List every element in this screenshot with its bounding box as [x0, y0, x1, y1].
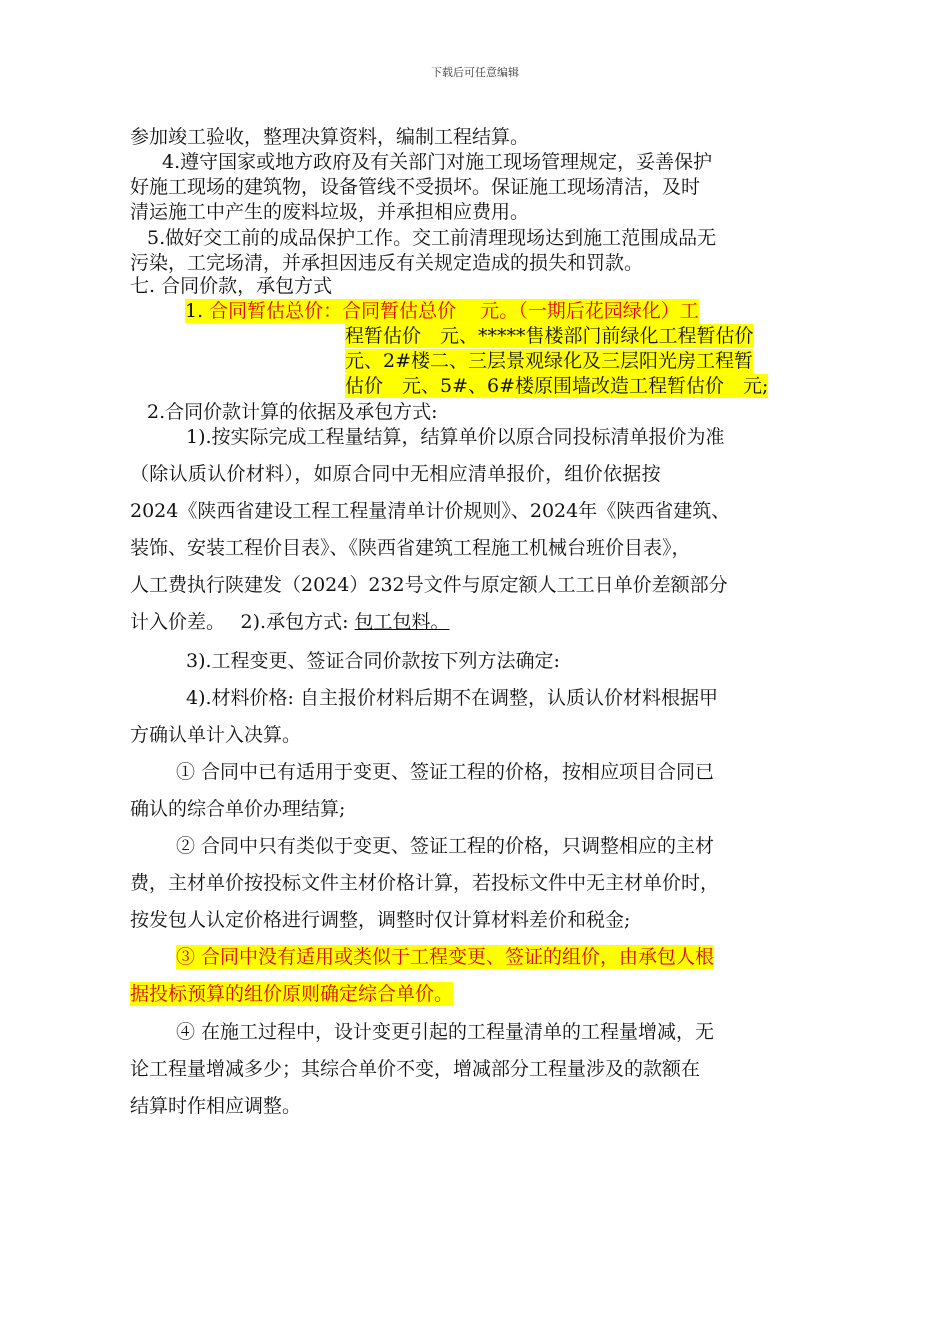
paragraph-line: 按发包人认定价格进行调整，调整时仅计算材料差价和税金; — [130, 909, 631, 931]
highlighted-line: ③ 合同中没有适用或类似于工程变更、签证的组价，由承包人根 — [176, 946, 715, 968]
paragraph-line: 污染，工完场清，并承担因违反有关规定造成的损失和罚款。 — [130, 252, 644, 274]
paragraph-line: 确认的综合单价办理结算; — [130, 798, 346, 820]
paragraph-line: 4.遵守国家或地方政府及有关部门对施工现场管理规定，妥善保护 — [162, 151, 713, 173]
paragraph-line: 1).按实际完成工程量结算，结算单价以原合同投标清单报价为准 — [186, 426, 725, 448]
paragraph-line: 清运施工中产生的废料垃圾，并承担相应费用。 — [130, 201, 530, 223]
page-header: 下载后可任意编辑 — [431, 66, 519, 79]
paragraph-text: 计入价差。 2).承包方式: — [130, 611, 355, 633]
paragraph-line: 方确认单计入决算。 — [130, 724, 302, 746]
paragraph-line: 装饰、安装工程价目表》、《陕西省建筑工程施工机械台班价目表》， — [130, 537, 691, 559]
paragraph-line: 3).工程变更、签证合同价款按下列方法确定: — [186, 650, 560, 672]
paragraph-line: ① 合同中已有适用于变更、签证工程的价格，按相应项目合同已 — [176, 761, 715, 783]
paragraph-line: 2.合同价款计算的依据及承包方式: — [147, 401, 438, 423]
paragraph-line: 好施工现场的建筑物，设备管线不受损坏。保证施工现场清洁，及时 — [130, 176, 701, 198]
item-number: 1. — [185, 300, 210, 322]
contract-estimate-text: 元。（一期后花园绿化）工 — [480, 300, 699, 322]
highlighted-line: 据投标预算的组价原则确定综合单价。 — [130, 983, 454, 1005]
contract-estimate-text: 合同暂估总价：合同暂估总价 — [209, 300, 457, 322]
paragraph-line: 5.做好交工前的成品保护工作。交工前清理现场达到施工范围成品无 — [147, 227, 717, 249]
section-heading: 七. 合同价款，承包方式 — [130, 275, 333, 297]
paragraph-line: 2024《陕西省建设工程工程量清单计价规则》、2024年《陕西省建筑、 — [130, 500, 731, 522]
underlined-text: 包工包料。 — [354, 611, 450, 633]
paragraph-line — [130, 610, 450, 634]
paragraph-line: 费，主材单价按投标文件主材价格计算，若投标文件中无主材单价时， — [130, 872, 720, 894]
highlighted-line: 元、2#楼二、三层景观绿化及三层阳光房工程暂 — [345, 350, 754, 372]
paragraph-line: 论工程量增减多少；其综合单价不变，增减部分工程量涉及的款额在 — [130, 1058, 701, 1080]
highlighted-line — [185, 299, 699, 323]
paragraph-line: 参加竣工验收，整理决算资料，编制工程结算。 — [130, 126, 530, 148]
paragraph-line: 4).材料价格: 自主报价材料后期不在调整，认质认价材料根据甲 — [186, 687, 718, 709]
highlighted-line: 程暂估价 元、*****售楼部门前绿化工程暂估价 — [345, 325, 754, 347]
paragraph-line: （除认质认价材料），如原合同中无相应清单报价，组价依据按 — [130, 463, 661, 485]
paragraph-line: 人工费执行陕建发（2024）232号文件与原定额人工工日单价差额部分 — [130, 574, 728, 596]
paragraph-line: ④ 在施工过程中，设计变更引起的工程量清单的工程量增减，无 — [176, 1021, 715, 1043]
highlighted-line: 估价 元、5#、6#楼原围墙改造工程暂估价 元; — [345, 375, 769, 397]
paragraph-line: ② 合同中只有类似于变更、签证工程的价格，只调整相应的主材 — [176, 835, 715, 857]
paragraph-line: 结算时作相应调整。 — [130, 1095, 302, 1117]
